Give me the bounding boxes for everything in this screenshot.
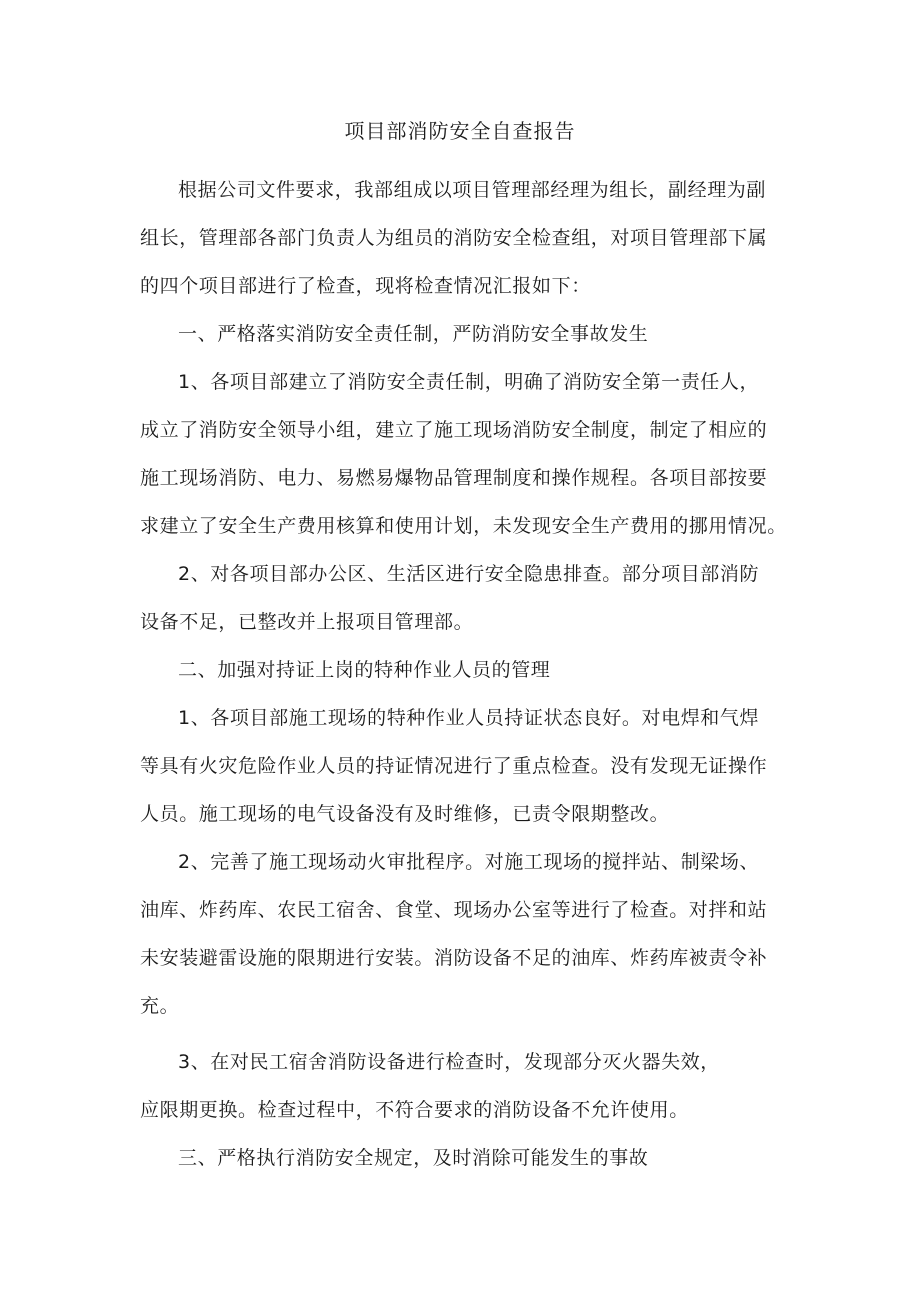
paragraph-gap <box>140 1030 792 1038</box>
text-line: 1、各项目部施工现场的特种作业人员持证状态良好。对电焊和气焊 <box>178 707 760 729</box>
text-line: 2、对各项目部办公区、生活区进行安全隐患排查。部分项目部消防 <box>178 563 760 585</box>
document-body <box>140 166 792 1182</box>
text-line: 的四个项目部进行了检查，现将检查情况汇报如下： <box>140 275 591 297</box>
section-heading-1 <box>140 310 792 358</box>
text-line: 成立了消防安全领导小组，建立了施工现场消防安全制度，制定了相应的 <box>140 419 768 441</box>
text-line: 求建立了安全生产费用核算和使用计划，未发现安全生产费用的挪用情况。 <box>140 515 787 537</box>
text-line: 应限期更换。检查过程中，不符合要求的消防设备不允许使用。 <box>140 1099 689 1121</box>
section-1-item-1 <box>140 358 792 550</box>
text-line: 设备不足，已整改并上报项目管理部。 <box>140 611 474 633</box>
text-line: 二、加强对持证上岗的特种作业人员的管理 <box>178 659 551 681</box>
intro-paragraph <box>140 166 792 310</box>
section-2-item-2 <box>140 838 792 1030</box>
section-2-item-1 <box>140 694 792 838</box>
text-line: 组长，管理部各部门负责人为组员的消防安全检查组，对项目管理部下属 <box>140 227 768 249</box>
text-line: 根据公司文件要求，我部组成以项目管理部经理为组长，副经理为副 <box>178 179 767 201</box>
text-line: 施工现场消防、电力、易燃易爆物品管理制度和操作规程。各项目部按要 <box>140 467 768 489</box>
text-line: 未安装避雷设施的限期进行安装。消防设备不足的油库、炸药库被责令补 <box>140 947 768 969</box>
section-2-item-3 <box>140 1038 792 1134</box>
text-line: 2、完善了施工现场动火审批程序。对施工现场的搅拌站、制梁场、 <box>178 851 760 873</box>
text-line: 人员。施工现场的电气设备没有及时维修，已责令限期整改。 <box>140 803 670 825</box>
text-line: 三、严格执行消防安全规定，及时消除可能发生的事故 <box>178 1147 649 1169</box>
section-heading-3 <box>140 1134 792 1182</box>
text-line: 充。 <box>140 995 180 1017</box>
text-line: 1、各项目部建立了消防安全责任制，明确了消防安全第一责任人， <box>178 371 760 393</box>
text-line: 3、在对民工宿舍消防设备进行检查时，发现部分灭火器失效， <box>178 1051 720 1073</box>
text-line: 等具有火灾危险作业人员的持证情况进行了重点检查。没有发现无证操作 <box>140 755 768 777</box>
text-line: 一、严格落实消防安全责任制，严防消防安全事故发生 <box>178 323 649 345</box>
section-1-item-2 <box>140 550 792 646</box>
document-title: 项目部消防安全自查报告 <box>344 119 576 143</box>
section-heading-2 <box>140 646 792 694</box>
text-line: 油库、炸药库、农民工宿舍、食堂、现场办公室等进行了检查。对拌和站 <box>140 899 768 921</box>
